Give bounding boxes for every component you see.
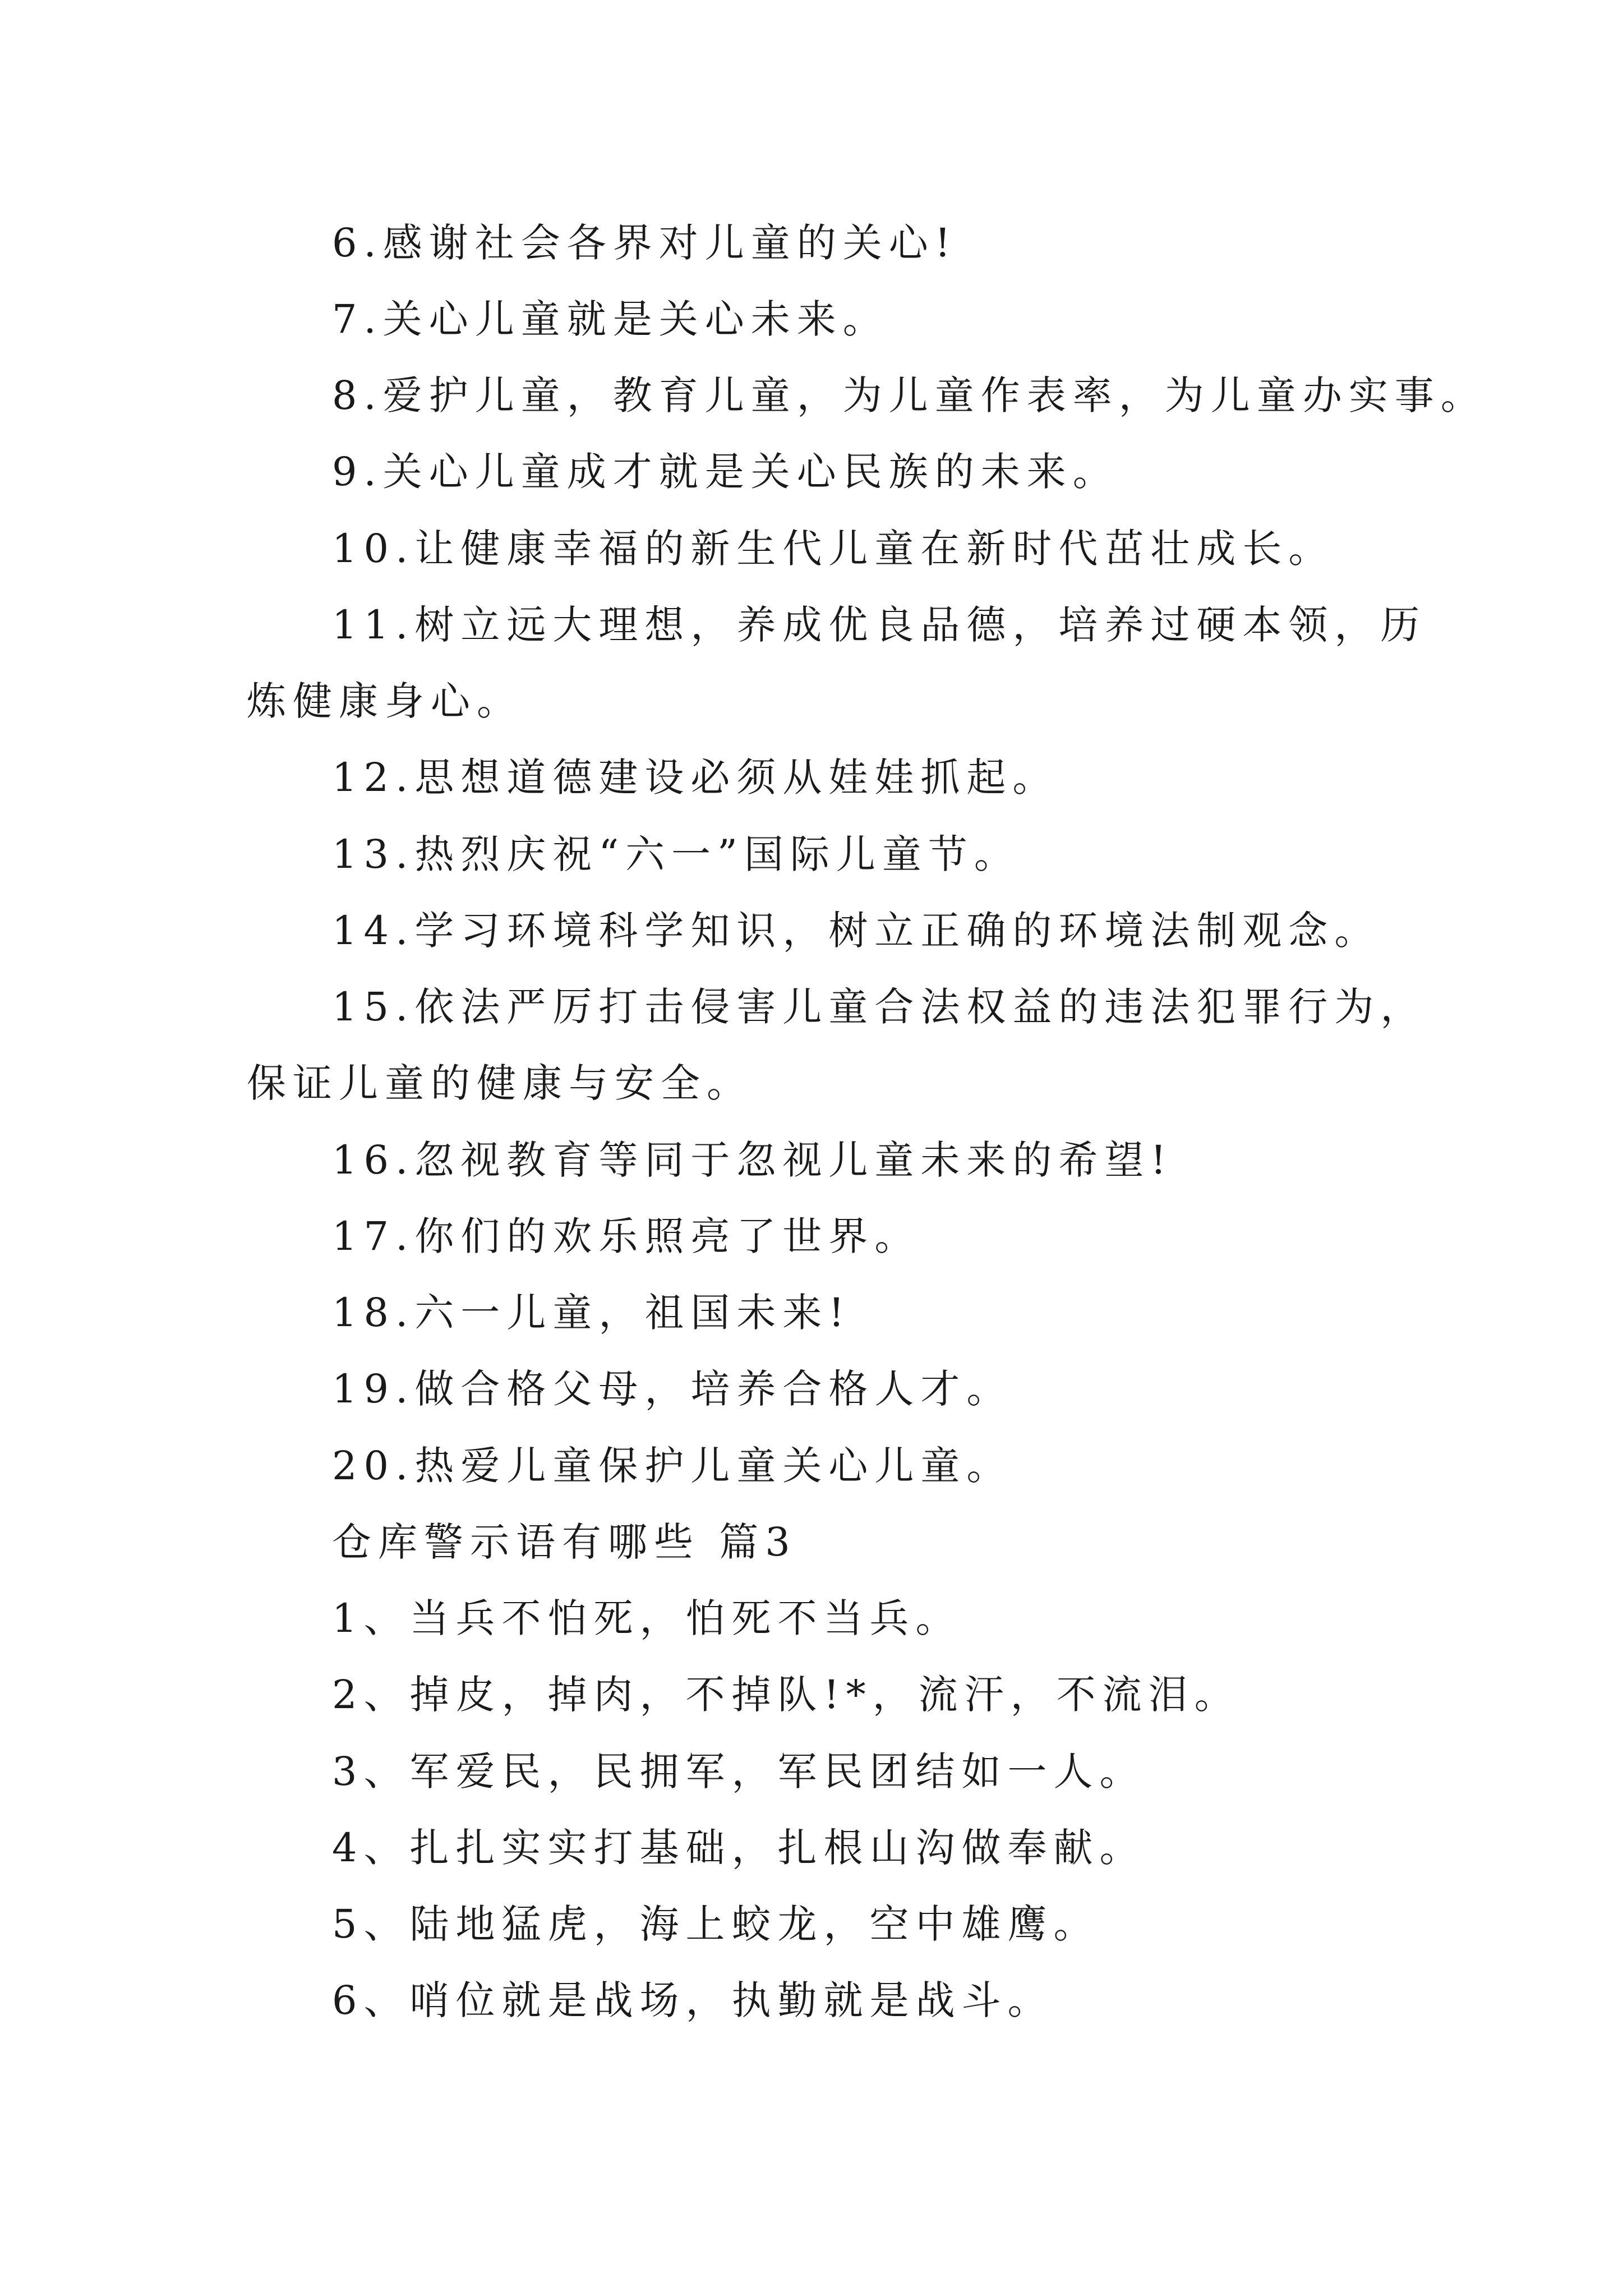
list-item: 20.热爱儿童保护儿童关心儿童。 [332, 1443, 1013, 1489]
list-item: 10.让健康幸福的新生代儿童在新时代茁壮成长。 [332, 526, 1335, 572]
list-item: 5、陆地猛虎，海上蛟龙，空中雄鹰。 [332, 1901, 1100, 1947]
list-item: 1、当兵不怕死，怕死不当兵。 [332, 1595, 962, 1641]
list-item: 4、扎扎实实打基础，扎根山沟做奉献。 [332, 1825, 1146, 1871]
list-item: 13.热烈庆祝“六一”国际儿童节。 [332, 831, 1020, 877]
list-item: 19.做合格父母，培养合格人才。 [332, 1366, 1013, 1412]
list-item: 2、掉皮，掉肉，不掉队!*，流汗，不流泪。 [332, 1672, 1241, 1718]
list-item: 6、哨位就是战场，执勤就是战斗。 [332, 1977, 1054, 2023]
list-item: 3、军爱民，民拥军，军民团结如一人。 [332, 1749, 1146, 1795]
list-item: 6.感谢社会各界对儿童的关心! [332, 220, 957, 266]
list-item: 14.学习环境科学知识，树立正确的环境法制观念。 [332, 908, 1381, 954]
list-item: 18.六一儿童，祖国未来! [332, 1290, 851, 1336]
list-item: 7.关心儿童就是关心未来。 [332, 296, 889, 342]
list-item: 17.你们的欢乐照亮了世界。 [332, 1213, 921, 1259]
list-item: 11.树立远大理想，养成优良品德，培养过硬本领，历 [332, 602, 1427, 648]
list-item: 12.思想道德建设必须从娃娃抓起。 [332, 754, 1059, 800]
list-item: 15.依法严厉打击侵害儿童合法权益的违法犯罪行为， [332, 984, 1427, 1030]
section-heading: 仓库警示语有哪些 篇3 [332, 1519, 797, 1565]
list-item-continuation: 保证儿童的健康与安全。 [247, 1060, 753, 1106]
list-item: 9.关心儿童成才就是关心民族的未来。 [332, 449, 1119, 495]
list-item: 8.爱护儿童，教育儿童，为儿童作表率，为儿童办实事。 [332, 372, 1487, 418]
list-item: 16.忽视教育等同于忽视儿童未来的希望! [332, 1137, 1173, 1183]
list-item-continuation: 炼健康身心。 [247, 678, 523, 724]
